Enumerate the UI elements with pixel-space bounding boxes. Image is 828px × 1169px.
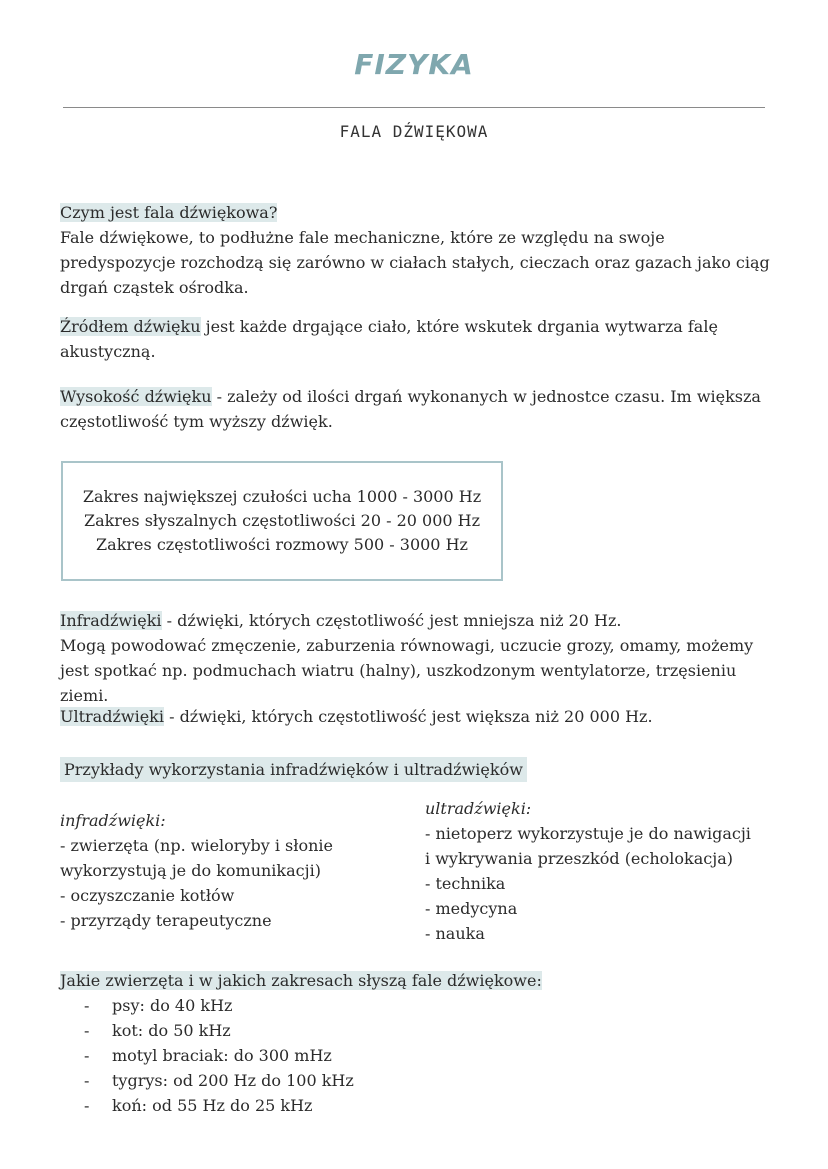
column-title: ultradźwięki: (425, 799, 532, 818)
section-text: Fale dźwiękowe, to podłużne fale mechaniczne, które ze względu na swoje predyspozycje rozchodzą się zarówno w ciałach stałych, cieczach oraz gazach jako ciąg drgań cząstek ośrodka. (60, 228, 770, 297)
column-item: - nietoperz wykorzystuje je do nawigacji (425, 824, 751, 843)
range-line: Zakres słyszalnych częstotliwości 20 - 20 000 Hz (83, 511, 481, 530)
highlighted-term: Wysokość dźwięku (60, 387, 212, 406)
section-sound-source (60, 314, 780, 364)
section-what-is-sound (60, 200, 780, 300)
highlighted-term: Źródłem dźwięku (60, 317, 201, 336)
animals-list (84, 993, 780, 1118)
frequency-ranges-box (61, 461, 503, 581)
section-text: Mogą powodować zmęczenie, zaburzenia równowagi, uczucie grozy, omamy, możemy jest spotkać np. podmuchach wiatru (halny), uszkodzonym wentylatorze, trzęsieniu ziemi. (60, 636, 754, 705)
column-item: - technika (425, 874, 506, 893)
column-item: - oczyszczanie kotłów (60, 886, 235, 905)
section-text: - dźwięki, których częstotliwość jest mniejsza niż 20 Hz. (161, 611, 622, 630)
section-text: - dźwięki, których częstotliwość jest większa niż 20 000 Hz. (163, 707, 653, 726)
highlighted-term: Infradźwięki (60, 611, 162, 630)
animals-heading: Jakie zwierzęta i w jakich zakresach słyszą fale dźwiękowe: (60, 971, 542, 990)
range-line: Zakres największej czułości ucha 1000 - 3000 Hz (82, 487, 482, 506)
list-item: - tygrys: od 200 Hz do 100 kHz (84, 1068, 780, 1093)
title-divider (63, 107, 765, 108)
column-item: - medycyna (425, 899, 518, 918)
list-item: - koń: od 55 Hz do 25 kHz (84, 1093, 780, 1118)
page-subtitle: FALA DŹWIĘKOWA (339, 122, 489, 141)
section-ultrasound (60, 704, 780, 729)
section-infrasound (60, 608, 780, 708)
column-item: - nauka (425, 924, 485, 943)
ultrasound-uses-column (425, 796, 795, 946)
list-item: - kot: do 50 kHz (84, 1018, 780, 1043)
examples-heading: Przykłady wykorzystania infradźwięków i ultradźwięków (60, 757, 527, 782)
section-heading: Czym jest fala dźwiękowa? (60, 203, 278, 222)
animals-hearing-section (60, 968, 780, 1118)
column-item: i wykrywania przeszkód (echolokacja) (425, 849, 733, 868)
page-title: FIZYKA (354, 48, 474, 81)
examples-section (60, 757, 780, 782)
section-pitch (60, 384, 780, 434)
column-item: - przyrządy terapeutyczne (60, 911, 272, 930)
column-item: - zwierzęta (np. wieloryby i słonie (60, 836, 333, 855)
infrasound-uses-column (60, 808, 390, 933)
section-text: jest każde drgające ciało, które wskutek drgania wytwarza falę akustyczną. (60, 317, 718, 361)
range-line: Zakres częstotliwości rozmowy 500 - 3000 Hz (96, 535, 468, 554)
section-text: - zależy od ilości drgań wykonanych w jednostce czasu. Im większa częstotliwość tym wyższy dźwięk. (60, 387, 761, 431)
list-item: - motyl braciak: do 300 mHz (84, 1043, 780, 1068)
column-item: wykorzystują je do komunikacji) (60, 861, 321, 880)
column-title: infradźwięki: (60, 811, 166, 830)
highlighted-term: Ultradźwięki (60, 707, 164, 726)
list-item: - psy: do 40 kHz (84, 993, 780, 1018)
